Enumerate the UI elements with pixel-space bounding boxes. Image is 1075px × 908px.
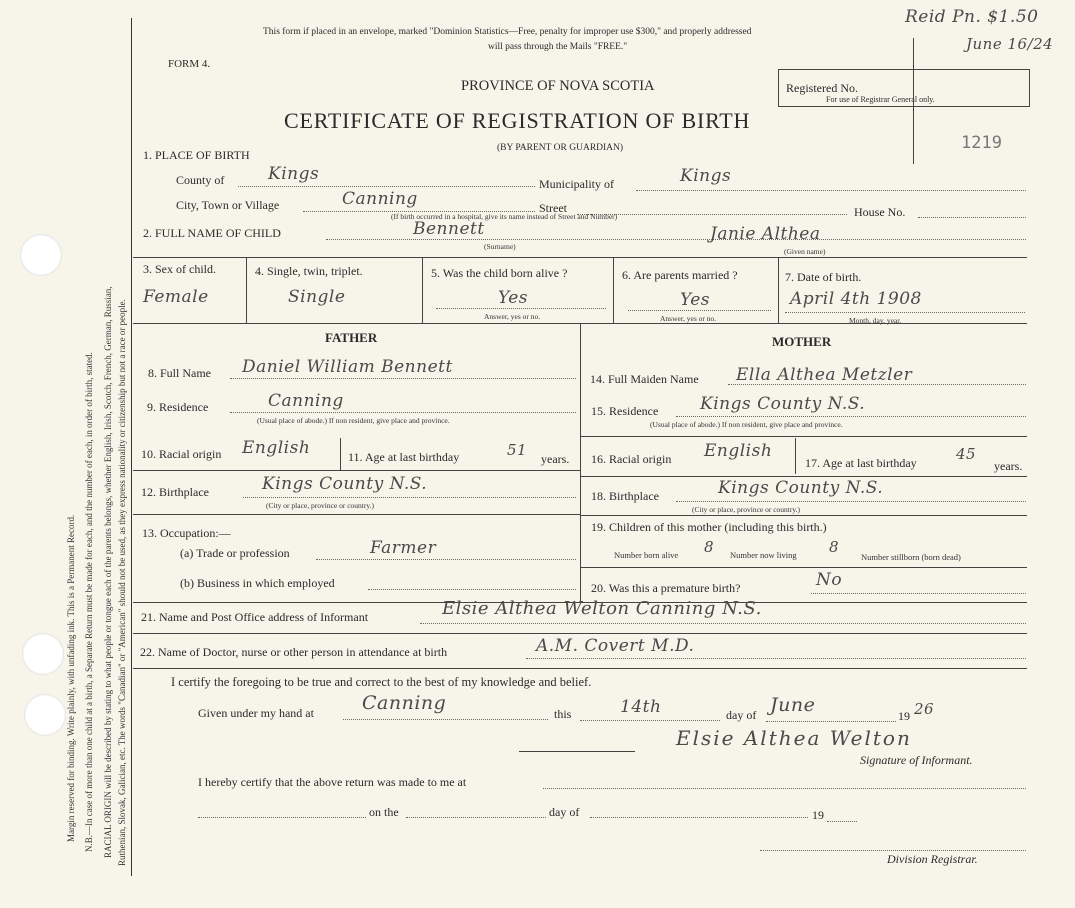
ink-stroke-vertical xyxy=(913,38,914,164)
father-birthplace-caption: (City or place, province or country.) xyxy=(266,501,375,510)
given-under-label: Given under my hand at xyxy=(198,706,314,720)
surname-value: Bennett xyxy=(413,219,485,239)
father-residence-label: 9. Residence xyxy=(147,400,209,414)
married-value: Yes xyxy=(680,290,711,310)
margin-note-3: RACIAL ORIGIN will be described by stating to what people or tongue each of the parents belongs, whether English, Irish, Scotch, French, German, Russian, xyxy=(103,286,113,858)
municipality-line xyxy=(636,190,1026,191)
margin-note-4: Ruthenian, Slovak, Galician, etc. The words "Canadian" or "American" should not be used, as they express nationality or citizenship but not a race or people. xyxy=(117,299,127,866)
single-label: 4. Single, twin, triplet. xyxy=(255,264,363,278)
alive-label: 5. Was the child born alive ? xyxy=(431,266,568,280)
business-line xyxy=(368,589,576,590)
parents-divider xyxy=(580,323,581,602)
father-racial-divider xyxy=(340,438,341,470)
mother-birthplace-label: 18. Birthplace xyxy=(591,489,659,503)
alive-line xyxy=(436,308,606,309)
father-heading: FATHER xyxy=(325,330,378,345)
father-age-label: 11. Age at last birthday xyxy=(348,450,460,464)
mother-racial-divider xyxy=(795,438,796,474)
form-number: FORM 4. xyxy=(168,58,211,70)
father-birthplace-value: Kings County N.S. xyxy=(262,474,428,494)
father-racial-label: 10. Racial origin xyxy=(141,447,222,461)
margin-rule xyxy=(131,18,132,876)
father-name-label: 8. Full Name xyxy=(148,366,211,380)
street-line xyxy=(577,214,847,215)
father-birthplace-rule xyxy=(133,514,580,515)
informant-label: 21. Name and Post Office address of Informant xyxy=(141,610,369,624)
registrar-signature-line xyxy=(760,850,1026,851)
row3-divider-1 xyxy=(246,257,247,323)
month-line xyxy=(766,721,896,722)
single-value: Single xyxy=(288,287,346,307)
doctor-line xyxy=(526,658,1026,659)
day-value: 14th xyxy=(620,697,662,717)
mother-birthplace-caption: (City or place, province or country.) xyxy=(692,505,801,514)
on-the-label: on the xyxy=(369,805,399,819)
dob-line xyxy=(785,312,1025,313)
mother-age-value: 45 xyxy=(956,445,977,463)
postal-note-2: will pass through the Mails "FREE." xyxy=(488,42,628,52)
city-label: City, Town or Village xyxy=(176,198,280,212)
given-name-caption: (Given name) xyxy=(784,247,826,256)
registrar-day-of-label: day of xyxy=(549,805,580,819)
binding-hole-bottom xyxy=(24,694,66,736)
now-living-label: Number now living xyxy=(730,550,797,560)
registrar-statement: I hereby certify that the above return was made to me at xyxy=(198,775,467,789)
doctor-value: A.M. Covert M.D. xyxy=(536,636,695,656)
mother-name-value: Ella Althea Metzler xyxy=(736,365,913,385)
month-value: June xyxy=(770,694,816,716)
father-racial-rule xyxy=(133,470,580,471)
father-age-value: 51 xyxy=(507,441,528,459)
registrar-year-line xyxy=(827,821,857,822)
born-alive-label: Number born alive xyxy=(614,550,679,560)
municipality-label: Municipality of xyxy=(539,177,614,191)
business-label: (b) Business in which employed xyxy=(180,576,335,590)
informant-bottom-rule xyxy=(133,633,1027,634)
stillborn-label: Number stillborn (born dead) xyxy=(861,552,961,562)
born-alive-value: 8 xyxy=(704,538,715,556)
father-name-line xyxy=(230,378,576,379)
children-label: 19. Children of this mother (including this birth.) xyxy=(591,520,827,534)
given-name-value: Janie Althea xyxy=(710,224,821,244)
binding-hole-top xyxy=(20,234,62,276)
trade-value: Farmer xyxy=(370,538,437,558)
mother-birthplace-line xyxy=(676,501,1026,502)
row3-top-rule xyxy=(133,257,1027,258)
informant-line xyxy=(420,623,1026,624)
postal-note-1: This form if placed in an envelope, marked "Dominion Statistics—Free, penalty for improper use $300," and properly addressed xyxy=(263,27,752,37)
day-of-label: day of xyxy=(726,708,757,722)
city-value: Canning xyxy=(342,189,418,209)
father-racial-value: English xyxy=(242,438,311,458)
father-residence-caption: (Usual place of abode.) If non resident, give place and province. xyxy=(257,416,450,425)
mother-birthplace-rule xyxy=(580,515,1027,516)
mother-age-unit: years. xyxy=(994,459,1023,473)
margin-note-1: Margin reserved for binding. Write plainly, with unfading ink. This is a Permanent Record. xyxy=(66,514,76,842)
top-note-1: Reid Pn. $1.50 xyxy=(905,7,1039,27)
alive-value: Yes xyxy=(498,288,529,308)
house-no-label: House No. xyxy=(854,205,906,219)
registrar-place-line xyxy=(543,788,1026,789)
division-registrar-caption: Division Registrar. xyxy=(887,852,978,866)
registrar-date-line xyxy=(406,817,546,818)
doctor-bottom-rule xyxy=(133,668,1027,669)
married-caption: Answer, yes or no. xyxy=(660,314,717,323)
dob-caption: Month, day, year. xyxy=(849,316,902,325)
mother-residence-value: Kings County N.S. xyxy=(700,394,866,414)
father-birthplace-line xyxy=(243,497,576,498)
premature-label: 20. Was this a premature birth? xyxy=(591,581,741,595)
father-name-value: Daniel William Bennett xyxy=(242,357,453,377)
signature-caption: Signature of Informant. xyxy=(860,753,973,767)
mother-heading: MOTHER xyxy=(772,334,832,349)
informant-value: Elsie Althea Welton Canning N.S. xyxy=(442,598,762,619)
father-age-unit: years. xyxy=(541,452,570,466)
premature-value: No xyxy=(816,570,843,590)
registrar-month-line xyxy=(590,817,808,818)
children-rule xyxy=(580,567,1027,568)
county-value: Kings xyxy=(268,164,320,184)
page-title: CERTIFICATE OF REGISTRATION OF BIRTH xyxy=(284,108,751,133)
binding-hole-middle xyxy=(22,633,64,675)
year-value: 26 xyxy=(914,700,935,718)
sex-value: Female xyxy=(143,287,209,307)
row3-divider-4 xyxy=(778,257,779,323)
child-name-line xyxy=(326,239,1026,240)
place-value: Canning xyxy=(362,692,447,714)
mother-racial-label: 16. Racial origin xyxy=(591,452,672,466)
place-line xyxy=(343,719,548,720)
county-line xyxy=(238,186,535,187)
page-subtitle: (BY PARENT OR GUARDIAN) xyxy=(497,143,624,153)
province-heading: PROVINCE OF NOVA SCOTIA xyxy=(461,78,655,94)
street-label: Street xyxy=(539,201,567,215)
county-label: County of xyxy=(176,173,225,187)
row3-divider-2 xyxy=(422,257,423,323)
this-label: this xyxy=(554,707,572,721)
trade-label: (a) Trade or profession xyxy=(180,546,290,560)
registrar-year-prefix: 19 xyxy=(812,808,824,822)
occupation-label: 13. Occupation:— xyxy=(142,526,231,540)
seal-line xyxy=(519,751,635,752)
surname-caption: (Surname) xyxy=(484,242,516,251)
doctor-label: 22. Name of Doctor, nurse or other person in attendance at birth xyxy=(140,645,448,659)
father-residence-line xyxy=(230,412,576,413)
registrar-place-line-2 xyxy=(198,817,394,818)
day-line xyxy=(580,720,720,721)
municipality-value: Kings xyxy=(680,166,732,186)
dob-label: 7. Date of birth. xyxy=(785,270,862,284)
sex-label: 3. Sex of child. xyxy=(143,262,216,276)
registered-no-value: 1219 xyxy=(961,133,1002,153)
hospital-note: (If birth occurred in a hospital, give its name instead of Street and Number) xyxy=(391,212,618,221)
mother-birthplace-value: Kings County N.S. xyxy=(718,478,884,498)
margin-note-2: N.B.—In case of more than one child at a birth, a Separate Return must be made for each, and the number of each, in order of birth, stated. xyxy=(84,352,94,852)
informant-signature: Elsie Althea Welton xyxy=(676,726,912,750)
married-label: 6. Are parents married ? xyxy=(622,268,738,282)
registrar-use-note: For use of Registrar General only. xyxy=(826,95,935,104)
place-of-birth-label: 1. PLACE OF BIRTH xyxy=(143,148,250,162)
mother-racial-value: English xyxy=(704,441,773,461)
year-prefix: 19 xyxy=(898,709,910,723)
trade-line xyxy=(316,559,576,560)
mother-name-label: 14. Full Maiden Name xyxy=(590,372,699,386)
married-line xyxy=(628,310,771,311)
registered-no-label: Registered No. xyxy=(786,81,858,95)
mother-residence-line xyxy=(676,416,1026,417)
premature-line xyxy=(811,593,1026,594)
mother-residence-label: 15. Residence xyxy=(591,404,659,418)
top-note-2: June 16/24 xyxy=(966,35,1054,53)
father-birthplace-label: 12. Birthplace xyxy=(141,485,209,499)
mother-racial-rule xyxy=(580,476,1027,477)
mother-residence-caption: (Usual place of abode.) If non resident, give place and province. xyxy=(650,420,843,429)
row3-divider-3 xyxy=(613,257,614,323)
mother-age-label: 17. Age at last birthday xyxy=(805,456,917,470)
mother-residence-rule xyxy=(580,436,1027,437)
house-no-line xyxy=(918,217,1026,218)
child-name-label: 2. FULL NAME OF CHILD xyxy=(143,226,281,240)
father-residence-value: Canning xyxy=(268,391,344,411)
now-living-value: 8 xyxy=(829,538,840,556)
dob-value: April 4th 1908 xyxy=(790,289,922,309)
certify-statement: I certify the foregoing to be true and correct to the best of my knowledge and belief. xyxy=(171,675,592,689)
alive-caption: Answer, yes or no. xyxy=(484,312,541,321)
